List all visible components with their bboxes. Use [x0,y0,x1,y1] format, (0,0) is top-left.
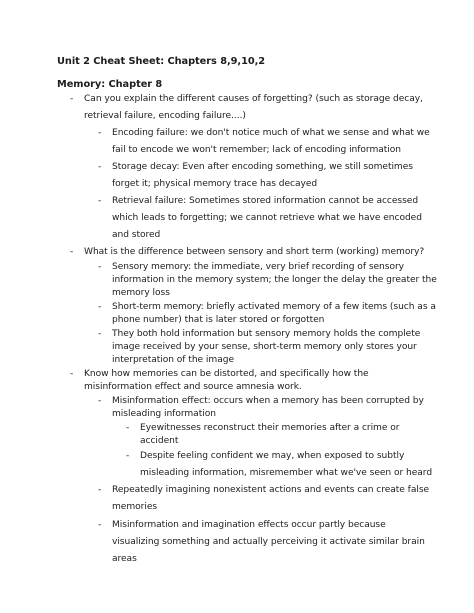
list-item-line: information in the memory system; the longer the delay the greater the [112,275,437,285]
list-item-line: misleading information [112,409,216,419]
bullet-dash: - [98,162,102,172]
bullet-dash: - [70,369,74,379]
document-title: Unit 2 Cheat Sheet: Chapters 8,9,10,2 [57,56,266,67]
bullet-dash: - [98,262,102,272]
bullet-dash: - [98,302,102,312]
list-item-line: Despite feeling confident we may, when exposed to subtly [140,451,405,461]
list-item-line: Repeatedly imagining nonexistent actions and events can create false [112,485,430,495]
list-item-line: Eyewitnesses reconstruct their memories after a crime or [140,423,400,433]
bullet-dash: - [126,423,130,433]
list-item-line: Sensory memory: the immediate, very brief recording of sensory [112,262,404,272]
list-item-line: fail to encode we won't remember; lack of encoding information [112,145,402,155]
section-heading: Memory: Chapter 8 [57,79,163,90]
list-item-line: phone number) that is later stored or forgotten [112,315,325,325]
list-item-line: accident [140,436,179,446]
list-item-line: image received by your sense, short-term memory only stores your [112,342,417,352]
bullet-dash: - [98,128,102,138]
list-item-line: Misinformation and imagination effects occur partly because [112,520,386,530]
question-line: Know how memories can be distorted, and specifically how the [84,369,369,379]
list-item-line: interpretation of the image [112,355,234,365]
bullet-dash: - [98,396,102,406]
list-item-line: forget it; physical memory trace has decayed [112,179,318,189]
list-item-line: memories [112,502,158,512]
bullet-dash: - [98,196,102,206]
bullet-dash: - [70,247,74,257]
bullet-dash: - [70,94,74,104]
list-item-line: visualizing something and actually perceiving it activate similar brain [112,537,425,547]
list-item-line: Short-term memory: briefly activated memory of a few items (such as a [112,302,436,312]
bullet-dash: - [126,451,130,461]
list-item-line: misleading information, misremember what we've seen or heard [140,468,433,478]
list-item-line: Misinformation effect: occurs when a memory has been corrupted by [112,396,424,406]
list-item-line: memory loss [112,288,170,298]
question-line: What is the difference between sensory and short term (working) memory? [84,247,425,257]
bullet-dash: - [98,520,102,530]
list-item-line: areas [112,554,137,564]
bullet-dash: - [98,329,102,339]
list-item-line: Storage decay: Even after encoding something, we still sometimes [112,162,413,172]
question-line: retrieval failure, encoding failure....) [84,111,246,121]
list-item-line: They both hold information but sensory memory holds the complete [112,329,421,339]
bullet-dash: - [98,485,102,495]
list-item-line: Encoding failure: we don't notice much of what we sense and what we [112,128,430,138]
question-line: misinformation effect and source amnesia work. [84,382,302,392]
list-item-line: Retrieval failure: Sometimes stored information cannot be accessed [112,196,419,206]
list-item-line: which leads to forgetting; we cannot retrieve what we have encoded [112,213,422,223]
question-line: Can you explain the different causes of forgetting? (such as storage decay, [84,94,423,104]
list-item-line: and stored [112,230,161,240]
